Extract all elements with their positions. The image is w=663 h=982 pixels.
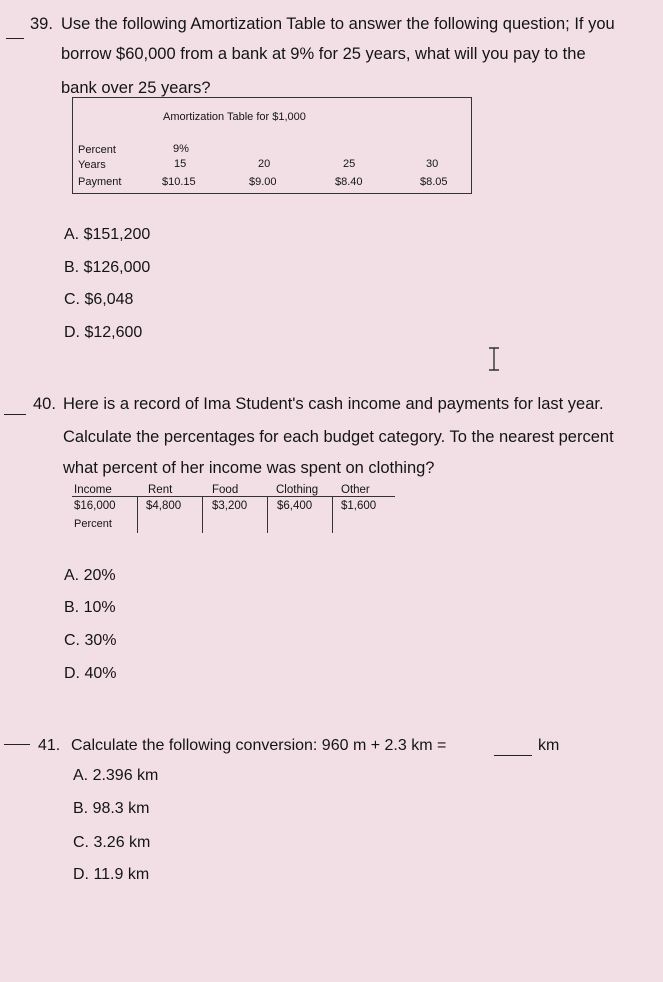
q39-choice-a[interactable]: A. $151,200 [64,226,151,243]
years-30: 30 [426,158,439,170]
q41-unit: km [538,737,560,754]
budget-value-food: $3,200 [212,500,248,512]
q41-conversion-blank[interactable] [494,755,532,756]
q40-choice-a[interactable]: A. 20% [64,567,116,584]
q41-answer-blank[interactable] [4,744,30,745]
budget-header-clothing: Clothing [276,484,319,496]
q40-choice-b[interactable]: B. 10% [64,599,116,616]
payment-30: $8.05 [420,176,448,188]
q39-choice-c[interactable]: C. $6,048 [64,291,134,308]
text-cursor-icon [488,347,500,371]
q40-number: 40. [33,395,56,413]
q39-text-line-3: bank over 25 years? [61,79,211,97]
q41-choice-c[interactable]: C. 3.26 km [73,834,151,851]
budget-header-income: Income [74,484,112,496]
q39-answer-blank[interactable] [6,38,24,39]
q39-number: 39. [30,15,53,33]
budget-divider-3 [267,497,268,533]
payment-20: $9.00 [249,176,277,188]
q39-choice-d[interactable]: D. $12,600 [64,324,143,341]
q41-text: Calculate the following conversion: 960 m + 2.3 km = [71,737,447,754]
q40-text-line-3: what percent of her income was spent on clothing? [63,459,435,477]
budget-header-other: Other [341,484,370,496]
budget-value-rent: $4,800 [146,500,182,512]
q39-text-line-2: borrow $60,000 from a bank at 9% for 25 years, what will you pay to the [61,45,586,63]
budget-value-income: $16,000 [74,500,116,512]
q41-choice-d[interactable]: D. 11.9 km [73,866,150,883]
budget-header-food: Food [212,484,239,496]
budget-value-other: $1,600 [341,500,377,512]
q39-text-line-1: Use the following Amortization Table to answer the following question; If you [61,15,615,33]
q40-choice-c[interactable]: C. 30% [64,632,117,649]
q40-choice-d[interactable]: D. 40% [64,665,117,682]
budget-divider-4 [332,497,333,533]
q40-answer-blank[interactable] [4,414,26,415]
row-label-payment: Payment [78,176,122,188]
row-label-years: Years [78,159,106,171]
q41-choice-b[interactable]: B. 98.3 km [73,800,150,817]
q40-text-line-1: Here is a record of Ima Student's cash income and payments for last year. [63,395,604,413]
budget-divider-1 [137,497,138,533]
budget-row-label-percent: Percent [74,518,112,530]
payment-15: $10.15 [162,176,196,188]
row-label-percent: Percent [78,144,116,156]
amortization-table-title: Amortization Table for $1,000 [163,111,306,123]
years-25: 25 [343,158,356,170]
q41-choice-a[interactable]: A. 2.396 km [73,767,159,784]
years-20: 20 [258,158,271,170]
percent-value: 9% [173,143,189,155]
years-15: 15 [174,158,187,170]
q40-text-line-2: Calculate the percentages for each budget category. To the nearest percent [63,428,614,446]
budget-divider-2 [202,497,203,533]
budget-header-rent: Rent [148,484,173,496]
payment-25: $8.40 [335,176,363,188]
q39-choice-b[interactable]: B. $126,000 [64,259,151,276]
budget-header-rule [72,496,395,497]
q41-number: 41. [38,737,61,754]
budget-value-clothing: $6,400 [277,500,313,512]
